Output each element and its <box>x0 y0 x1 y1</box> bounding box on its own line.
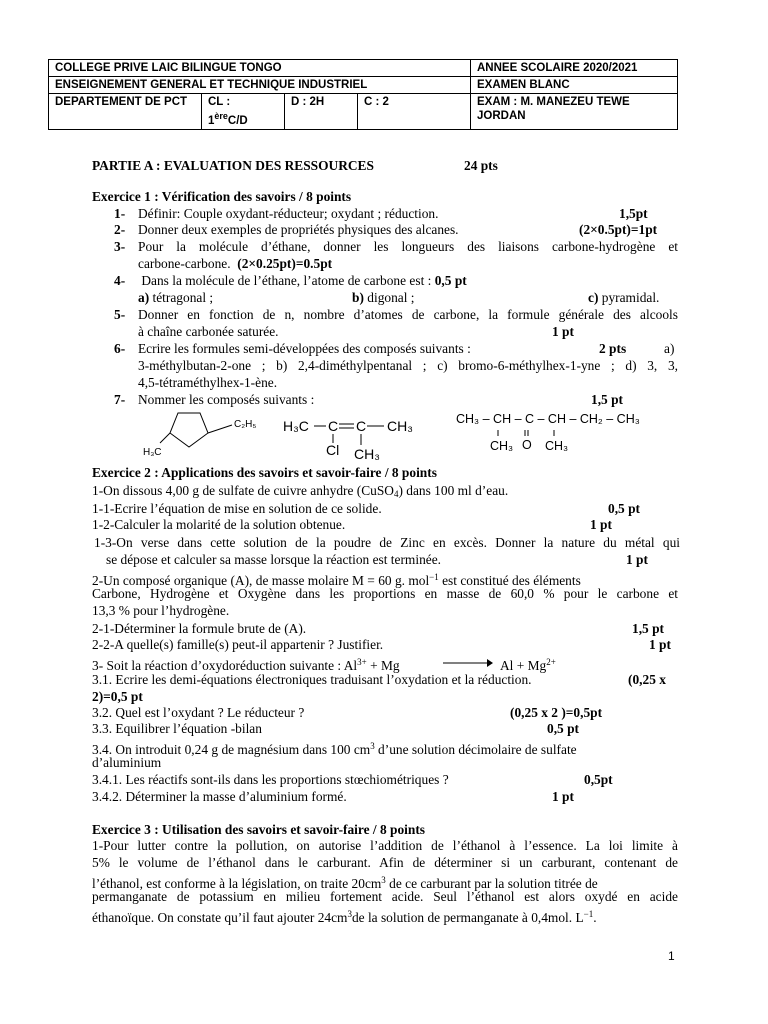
ex2-l2: 1-1-Ecrire l’équation de mise en solution de ce solide. <box>92 501 382 516</box>
ex2-l19: 3.4.2. Déterminer la masse d’aluminium formé. <box>92 789 347 804</box>
ex1-q5-pts: 1 pt <box>552 324 574 339</box>
ex2-l14-pts: (0,25 x 2 )=0,5pt <box>510 705 603 720</box>
ex1-q4-b-text: digonal ; <box>367 290 415 305</box>
ex1-q6-a-label: a) <box>664 341 675 356</box>
ex2-l11d: Al + Mg <box>500 658 547 673</box>
ex2-l6a: 2-Un composé organique (A), de masse molaire M = 60 g. mol <box>92 573 430 588</box>
ex1-q2-text: Donner deux exemples de propriétés physiques des alcanes. <box>138 222 459 237</box>
ex1-q4-option-b <box>352 290 552 306</box>
ex1-q2-pts: (2×0.5pt)=1pt <box>579 222 658 237</box>
ex1-q4-option-c <box>588 290 688 306</box>
m3-ch3a: CH₃ <box>490 439 514 453</box>
ex2-l15-pts: 0,5 pt <box>547 721 579 736</box>
ex2-l5: se dépose et calculer sa masse lorsque la réaction est terminée. <box>106 552 441 567</box>
molecule-2 <box>283 418 413 462</box>
ex3-l5a: éthanoïque. On constate qu’il faut ajouter <box>92 910 318 925</box>
ex2-l3: 1-2-Calculer la molarité de la solution obtenue. <box>92 517 346 532</box>
school-year: ANNEE SCOLAIRE 2020/2021 <box>471 60 678 77</box>
ex1-q7-pts: 1,5 pt <box>591 392 623 407</box>
m3-line1: CH₃ – CH – C – CH – CH₂ – CH₃ <box>456 412 640 426</box>
ex2-l6c: est constitué des éléments <box>438 573 581 588</box>
ex3-l5b: 24cm <box>317 910 348 925</box>
m3-o: O <box>522 438 532 452</box>
ex2-l11b: 3+ <box>357 657 367 667</box>
m2-c1: C <box>328 418 339 434</box>
ex2-l16b: 3 <box>370 741 375 751</box>
ex2-title: Exercice 2 : Applications des savoirs et savoir-faire / 8 points <box>92 465 437 480</box>
ex2-l1c: ) dans 100 ml d’eau. <box>398 483 509 498</box>
examiner: EXAM : M. MANEZEU TEWE JORDAN <box>471 94 678 130</box>
ex1-q4-num: 4- <box>114 273 126 288</box>
ex1-q1-num: 1- <box>114 206 126 221</box>
ex2-l4: 1-3-On verse dans cette solution de la poudre de Zinc en excès. Donner la nature du métal qui <box>94 535 680 550</box>
ex2-l15: 3.3. Equilibrer l’équation -bilan <box>92 721 262 736</box>
ex3-l2: 5% le volume de l’éthanol dans le carburant. Afin de déterminer si un carburant, contenant de <box>92 855 678 870</box>
exam-type: EXAMEN BLANC <box>471 77 678 94</box>
ex1-q5-num: 5- <box>114 307 126 322</box>
ex1-q3-line2-text: carbone-carbone. <box>138 256 231 271</box>
ex2-l10-pts: 1 pt <box>649 637 671 652</box>
ex2-l7: Carbone, Hydrogène et Oxygène dans les proportions en masse de 60,0 % pour le carbone et <box>92 586 678 601</box>
ex3-l5f: −1 <box>583 909 594 919</box>
teaching-type: ENSEIGNEMENT GENERAL ET TECHNIQUE INDUSTRIEL <box>49 77 471 94</box>
m2-c2: C <box>356 418 367 434</box>
ex2-l19-pts: 1 pt <box>552 789 574 804</box>
ex2-l3-pts: 1 pt <box>590 517 612 532</box>
ex1-q2-num: 2- <box>114 222 126 237</box>
ex2-l18-pts: 0,5pt <box>584 772 613 787</box>
molecule-3 <box>456 412 640 453</box>
ex2-l11-product <box>500 654 556 674</box>
department: DEPARTEMENT DE PCT <box>49 94 202 130</box>
ex1-q6-line2: 3-méthylbutan-2-one ; b) 2,4-diméthylpentanal ; c) bromo-6-méthylhex-1-yne ; d) 3, 3, <box>138 358 678 373</box>
ex1-q1-pts: 1,5pt <box>619 206 648 221</box>
ex2-l12: 3.1. Ecrire les demi-équations électroniques traduisant l’oxydation et la réduction. <box>92 672 532 687</box>
ex2-l9-pts: 1,5 pt <box>632 621 664 636</box>
m2-ch3b: CH₃ <box>354 446 380 462</box>
ex1-q6-pts: 2 pts <box>599 341 627 356</box>
ex1-q5-line1: Donner en fonction de n, nombre d’atomes de carbone, la formule générale des alcools <box>138 307 678 322</box>
ex2-l12-pts: (0,25 x <box>628 672 666 687</box>
ex2-l14: 3.2. Quel est l’oxydant ? Le réducteur ? <box>92 705 305 720</box>
ex1-q1-text: Définir: Couple oxydant-réducteur; oxydant ; réduction. <box>138 206 439 221</box>
ex3-l5d: de la solution de permanganate à <box>351 910 532 925</box>
ex3-l5g: . <box>593 910 597 925</box>
ex1-q4-text-main: Dans la molécule de l’éthane, l’atome de carbone est : <box>141 273 432 288</box>
m1-methyl-label: H₃C <box>143 447 162 458</box>
ex2-l11a: 3- Soit la réaction d’oxydoréduction suivante : Al <box>92 658 358 673</box>
class-value-num: 1 <box>208 115 215 127</box>
ex3-l3d: de ce carburant par la solution titrée de <box>385 876 598 891</box>
ex2-l18: 3.4.1. Les réactifs sont-ils dans les proportions stœchiométriques ? <box>92 772 449 787</box>
ex2-l8: 13,3 % pour l’hydrogène. <box>92 603 230 618</box>
ex1-q4-c-label: c) <box>588 290 599 305</box>
ex1-q3-line2 <box>138 256 678 272</box>
ex1-q4-c-text: pyramidal. <box>601 290 660 305</box>
ex1-q6-num: 6- <box>114 341 126 356</box>
m2-h3c: H₃C <box>283 418 309 434</box>
ex3-title: Exercice 3 : Utilisation des savoirs et savoir-faire / 8 points <box>92 822 425 837</box>
ex1-q4-b-label: b) <box>352 290 364 305</box>
ex2-l16c: d’une solution décimolaire de sulfate <box>374 742 577 757</box>
part-a-points: 24 pts <box>464 158 498 173</box>
coefficient: C : 2 <box>358 94 471 130</box>
ex2-l16a: 3.4. On introduit 0,24 g de magnésium dans 100 cm <box>92 742 371 757</box>
ex2-l1a: 1-On dissous 4,00 g de sulfate de cuivre anhydre (CuSO <box>92 483 394 498</box>
ex2-l10: 2-2-A quelle(s) famille(s) peut-il appartenir ? Justifier. <box>92 637 384 652</box>
m3-ch3b: CH₃ <box>545 439 569 453</box>
header-table <box>48 59 678 130</box>
school-name: COLLEGE PRIVE LAIC BILINGUE TONGO <box>49 60 471 77</box>
ex1-title: Exercice 1 : Vérification des savoirs / 8 points <box>92 189 352 204</box>
class-value-rest: C/D <box>227 115 248 127</box>
ex3-l5c: 3 <box>347 909 352 919</box>
bond-ethyl <box>208 425 232 433</box>
ex2-l13: 2)=0,5 pt <box>92 689 143 704</box>
class-value-sup: ère <box>214 111 228 121</box>
ex1-q4-text <box>138 273 678 289</box>
part-a-title <box>92 158 678 174</box>
ex1-q4-pts: 0,5 pt <box>434 273 467 288</box>
ex1-q3-line1: Pour la molécule d’éthane, donner les longueurs des liaisons carbone-hydrogène et <box>138 239 678 254</box>
ex1-q4-a-label: a) <box>138 290 150 305</box>
ex2-l11e: 2+ <box>546 657 556 667</box>
ex2-l9: 2-1-Déterminer la formule brute de (A). <box>92 621 307 636</box>
ex3-l5 <box>92 906 678 926</box>
m2-ch3: CH₃ <box>387 418 413 434</box>
ex3-l4: permanganate de potassium en milieu fortement acide. Seul l’éthanol est alors oxydé en acide <box>92 889 678 904</box>
ex1-q6-text: Ecrire les formules semi-développées des composés suivants : <box>138 341 471 356</box>
ex3-l3c: 3 <box>381 875 386 885</box>
ex2-l2-pts: 0,5 pt <box>608 501 640 516</box>
ex1-q3-pts: (2×0.25pt)=0.5pt <box>237 256 333 271</box>
ex1-q6-line3: 4,5-tétraméthylhex-1-ène. <box>138 375 278 390</box>
bond-methyl <box>160 433 170 443</box>
ex2-l6b: −1 <box>429 572 439 582</box>
part-a-title-text: PARTIE A : EVALUATION DES RESSOURCES <box>92 158 374 173</box>
m1-ethyl-label: C₂H₅ <box>234 419 257 430</box>
duration: D : 2H <box>285 94 358 130</box>
ex2-l1 <box>92 483 678 502</box>
ex1-q7-text: Nommer les composés suivants : <box>138 392 315 407</box>
ex1-q3-num: 3- <box>114 239 126 254</box>
ex3-l1: 1-Pour lutter contre la pollution, on autorise l’addition de l’éthanol à l’essence. La loi limite à <box>92 838 678 853</box>
ex2-l11c: + Mg <box>366 658 400 673</box>
class-label: CL : <box>208 96 231 108</box>
ex2-l5-pts: 1 pt <box>626 552 648 567</box>
ex3-l5e: 0,4mol. L <box>531 910 584 925</box>
molecule-1 <box>143 413 256 458</box>
molecules-figure <box>140 405 680 465</box>
page-number: 1 <box>668 949 675 963</box>
class-cell <box>202 94 285 130</box>
m2-cl: Cl <box>326 442 340 458</box>
ex2-l17: d’aluminium <box>92 755 162 770</box>
ex2-l11 <box>92 654 678 674</box>
ex2-l1b: 4 <box>393 489 399 499</box>
ex3-l3b: 20cm <box>351 876 382 891</box>
ex1-q7-num: 7- <box>114 392 126 407</box>
ex1-q5-line2: à chaîne carbonée saturée. <box>138 324 279 339</box>
cyclopentane-ring <box>170 413 208 447</box>
reaction-arrow <box>443 657 493 669</box>
ex3-l3a: l’éthanol, est conforme à la législation, on traite <box>92 876 352 891</box>
ex1-q4-a-text: tétragonal ; <box>152 290 214 305</box>
